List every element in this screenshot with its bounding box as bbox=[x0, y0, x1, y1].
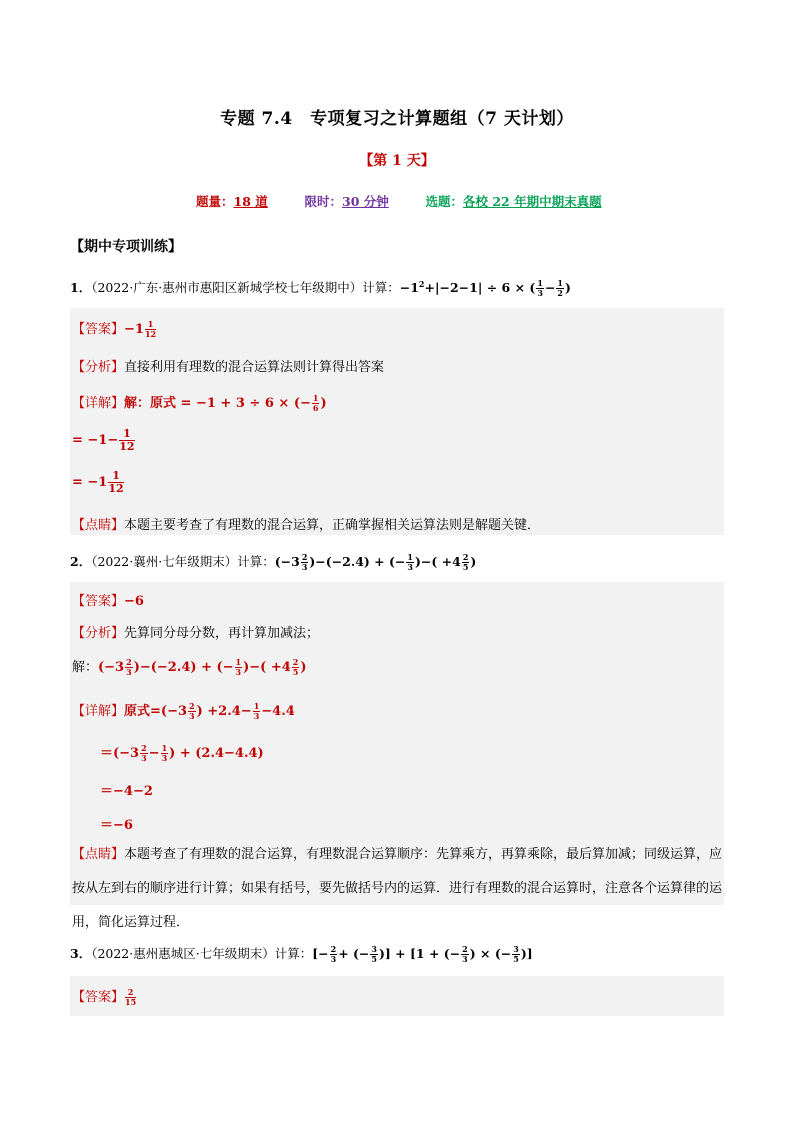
question-expression: [− $\frac{2}{3}$ + (− $\frac{3}{5}$ )] + [1 + (− $\frac{2}{3}$ ) × (− $\frac{3}{5}$ )] bbox=[312, 944, 533, 964]
q2-step-1: ＝(−3 $\frac{2}{3}$ − $\frac{1}{3}$ ) + (2.4−4.4) bbox=[100, 743, 264, 763]
section-title: 【期中专项训练】 bbox=[70, 239, 182, 255]
source-label: 选题： bbox=[425, 194, 463, 209]
time-value: 30 分钟 bbox=[342, 194, 389, 209]
time-label: 限时： bbox=[304, 194, 342, 209]
q1-answer: 【答案】−1 $\frac{1}{12}$ bbox=[72, 319, 157, 339]
page-title: 专题 7.4 专项复习之计算题组（7 天计划） bbox=[220, 109, 574, 129]
q3-answer-block bbox=[70, 976, 724, 1016]
question-number: 2． bbox=[70, 554, 92, 569]
question-number: 3． bbox=[70, 946, 92, 961]
question-2 bbox=[70, 552, 476, 572]
q1-detail: 【详解】解：原式 = −1 + 3 ÷ 6 × (− $\frac{1}{6}$ ) bbox=[72, 393, 327, 413]
q1-analysis: 【分析】直接利用有理数的混合运算法则计算得出答案 bbox=[72, 360, 385, 375]
question-expression: (−3 $\frac{2}{3}$ )−(−2.4) + (− $\frac{1}{3}$ )−( +4 $\frac{2}{5}$ ) bbox=[274, 552, 477, 572]
question-source: （2022·惠州惠城区·七年级期末）计算： bbox=[91, 946, 313, 961]
q2-solution: 解：(−3 $\frac{2}{3}$ )−(−2.4) + (− $\frac{1}{3}$ )−( +4 $\frac{2}{5}$ ) bbox=[72, 657, 307, 677]
meta-row bbox=[196, 192, 602, 210]
q1-step-1: = −1− $\frac{1}{12}$ bbox=[72, 427, 135, 453]
day-label: 【第 1 天】 bbox=[359, 153, 435, 169]
q1-answer-block bbox=[70, 308, 724, 535]
source-value: 各校 22 年期中期末真题 bbox=[462, 194, 602, 209]
count-label: 题量： bbox=[196, 194, 234, 209]
question-1 bbox=[70, 278, 571, 298]
question-3 bbox=[70, 944, 533, 964]
question-source: （2022·襄州·七年级期末）计算： bbox=[91, 554, 275, 569]
q2-step-2: ＝−4−2 bbox=[100, 784, 153, 799]
question-number: 1． bbox=[70, 280, 92, 295]
q1-step-2: = −1 $\frac{1}{12}$ bbox=[72, 469, 124, 495]
q2-comment: 【点睛】本题考查了有理数的混合运算，有理数混合运算顺序：先算乘方，再算乘除，最后算加减；同级运算，应按从左到右的顺序进行计算；如果有括号，要先做括号内的运算．进行有理数的混合运算时，注意各个运算律的运用，简化运算过程． bbox=[72, 847, 723, 930]
q1-comment: 【点睛】本题主要考查了有理数的混合运算，正确掌握相关运算法则是解题关键． bbox=[72, 518, 541, 533]
count-value: 18 道 bbox=[233, 194, 268, 209]
question-source: （2022·广东·惠州市惠阳区新城学校七年级期中）计算： bbox=[91, 280, 400, 295]
q3-answer: 【答案】 $\frac{2}{15}$ bbox=[72, 987, 137, 1007]
q2-answer: 【答案】−6 bbox=[72, 594, 144, 609]
q2-step-3: ＝−6 bbox=[100, 818, 133, 833]
q2-detail: 【详解】原式=(−3 $\frac{2}{3}$ ) +2.4− $\frac{1}{3}$ −4.4 bbox=[72, 701, 295, 721]
q2-analysis: 【分析】先算同分母分数，再计算加减法； bbox=[72, 626, 320, 641]
question-expression: $-1^2+|-2-1| \div 6$ × ( $\frac{1}{3}$ − $\frac{1}{2}$ ) bbox=[399, 278, 571, 298]
